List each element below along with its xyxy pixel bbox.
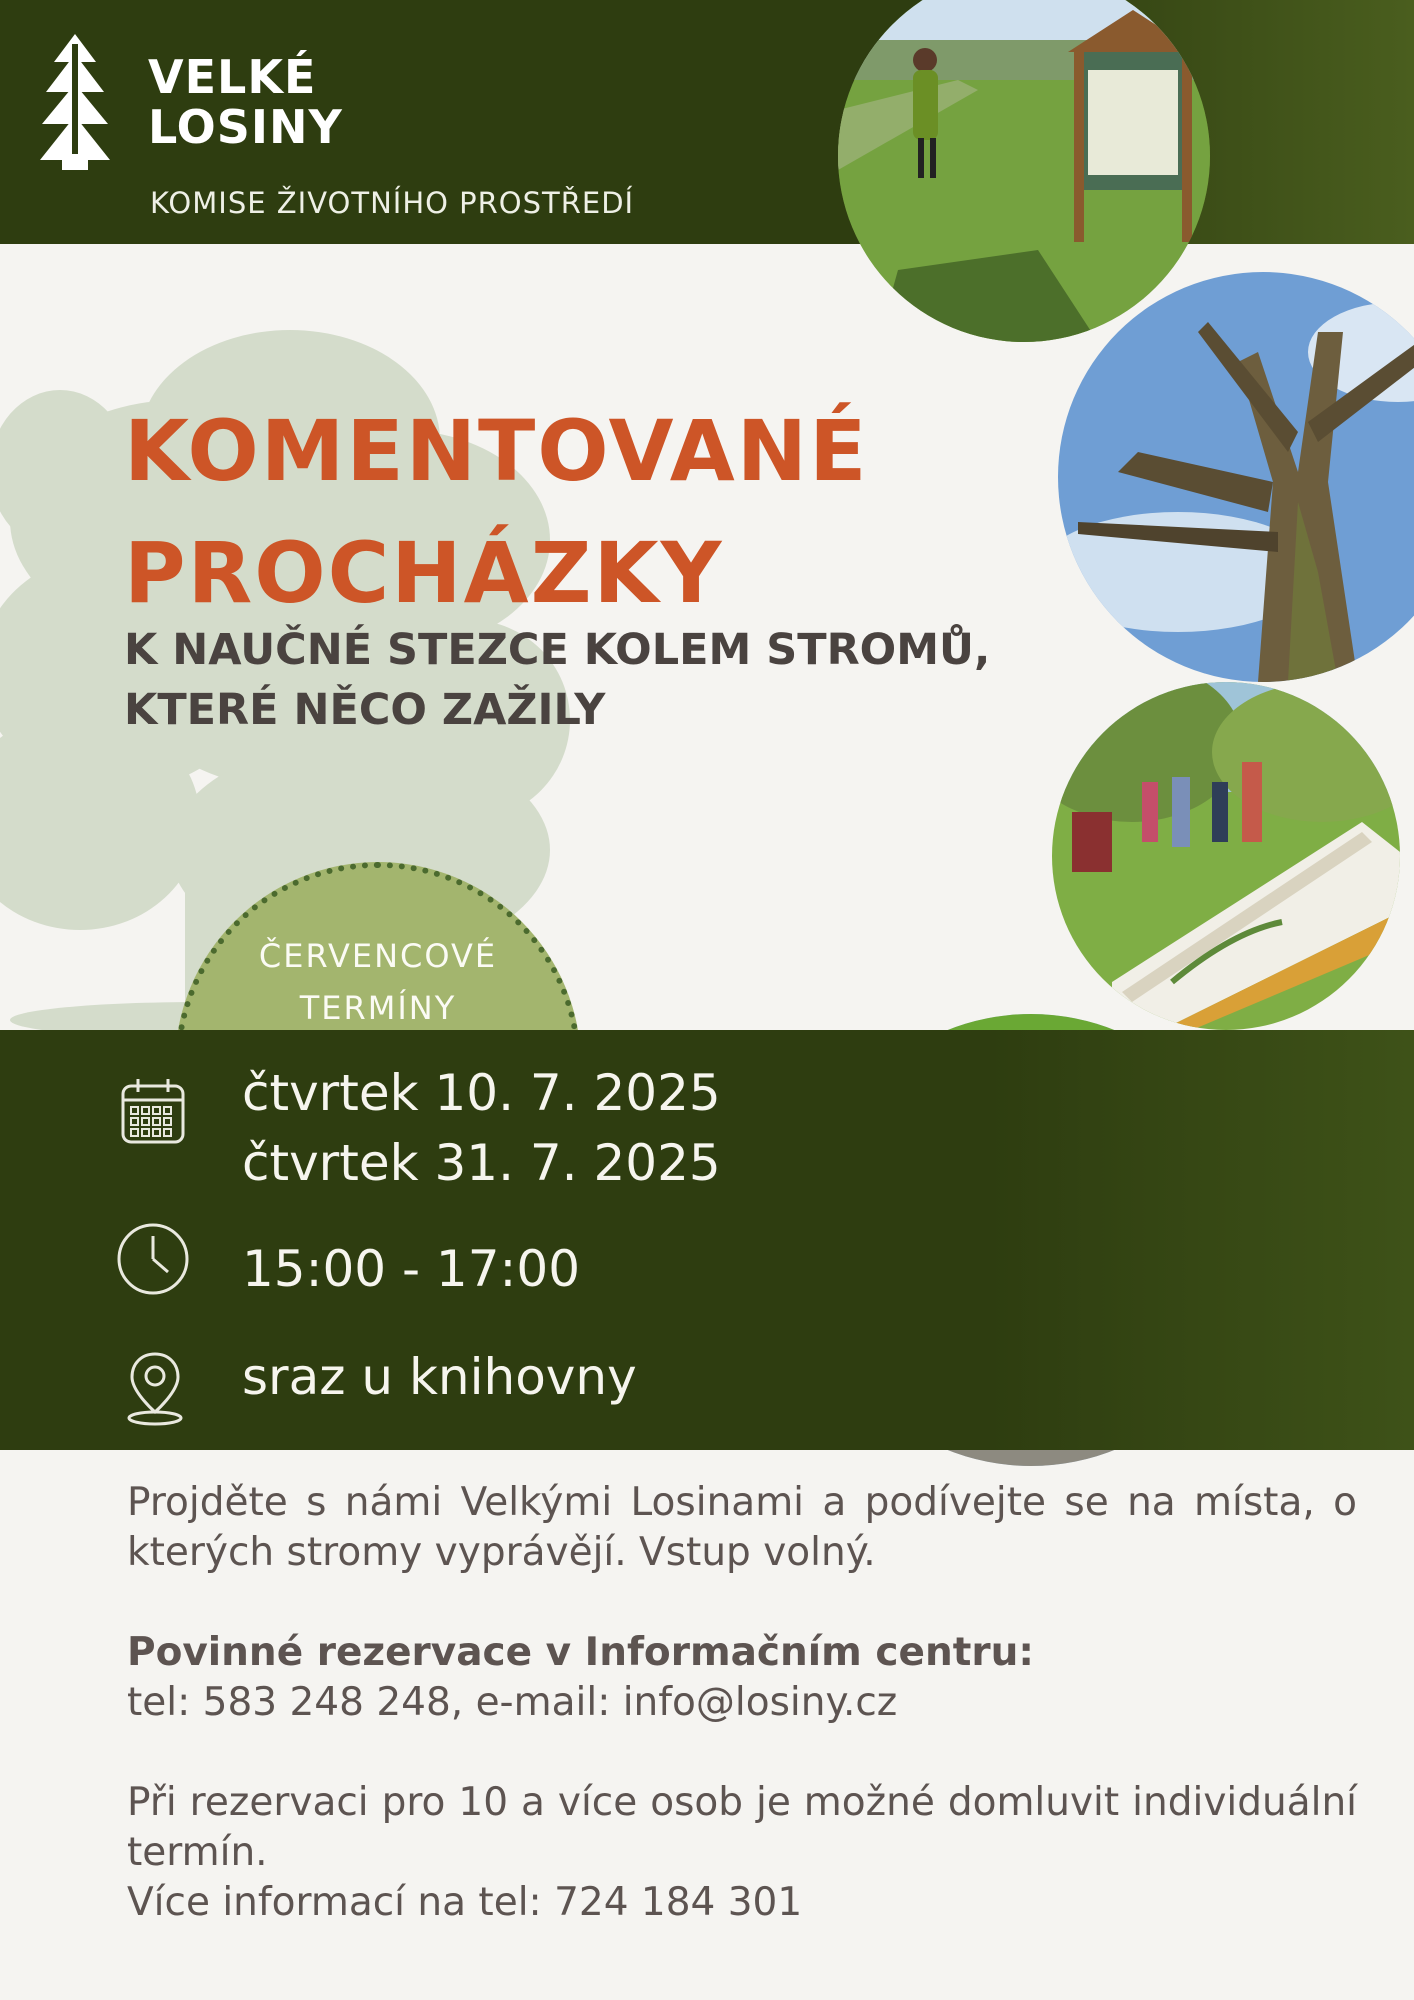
page-title (124, 390, 868, 634)
subtitle (124, 620, 990, 740)
event-date-2: čtvrtek 31. 7. 2025 (242, 1134, 721, 1192)
subtitle-line-1: K NAUČNÉ STEZCE KOLEM STROMŮ, (124, 625, 991, 675)
logo-line-2: LOSINY (148, 100, 343, 154)
intro-text: Projděte s námi Velkými Losinami a podívejte se na místa, o kterých stromy vyprávějí. Vstup volný. (127, 1480, 1357, 1575)
photo-trail-signboard (838, 0, 1210, 342)
subtitle-line-2: KTERÉ NĚCO ZAŽILY (124, 685, 606, 735)
meeting-place: sraz u knihovny (242, 1348, 637, 1406)
more-info: Více informací na tel: 724 184 301 (127, 1880, 803, 1925)
tree-logo-icon (40, 34, 110, 170)
calendar-icon (120, 1076, 186, 1146)
logo-line-1: VELKÉ (148, 50, 317, 104)
badge-label (175, 930, 581, 1034)
committee-label: KOMISE ŽIVOTNÍHO PROSTŘEDÍ (150, 186, 635, 220)
clock-icon (116, 1222, 190, 1296)
photo-old-tree (1058, 272, 1414, 682)
photo-group-at-panel (1052, 682, 1400, 1030)
event-time: 15:00 - 17:00 (242, 1240, 581, 1298)
badge-line-2: TERMÍNY (299, 989, 457, 1027)
contact-info: tel: 583 248 248, e-mail: info@losiny.cz (127, 1680, 898, 1725)
badge-line-1: ČERVENCOVÉ (258, 937, 498, 975)
group-note: Při rezervaci pro 10 a více osob je možné domluvit individuální termín. (127, 1780, 1357, 1875)
event-date-1: čtvrtek 10. 7. 2025 (242, 1064, 721, 1122)
location-pin-icon (124, 1350, 186, 1426)
title-line-1: KOMENTOVANÉ (124, 402, 869, 500)
title-line-2: PROCHÁZKY (124, 524, 724, 622)
logo-text (148, 52, 343, 152)
reservation-heading: Povinné rezervace v Informačním centru: (127, 1630, 1034, 1675)
